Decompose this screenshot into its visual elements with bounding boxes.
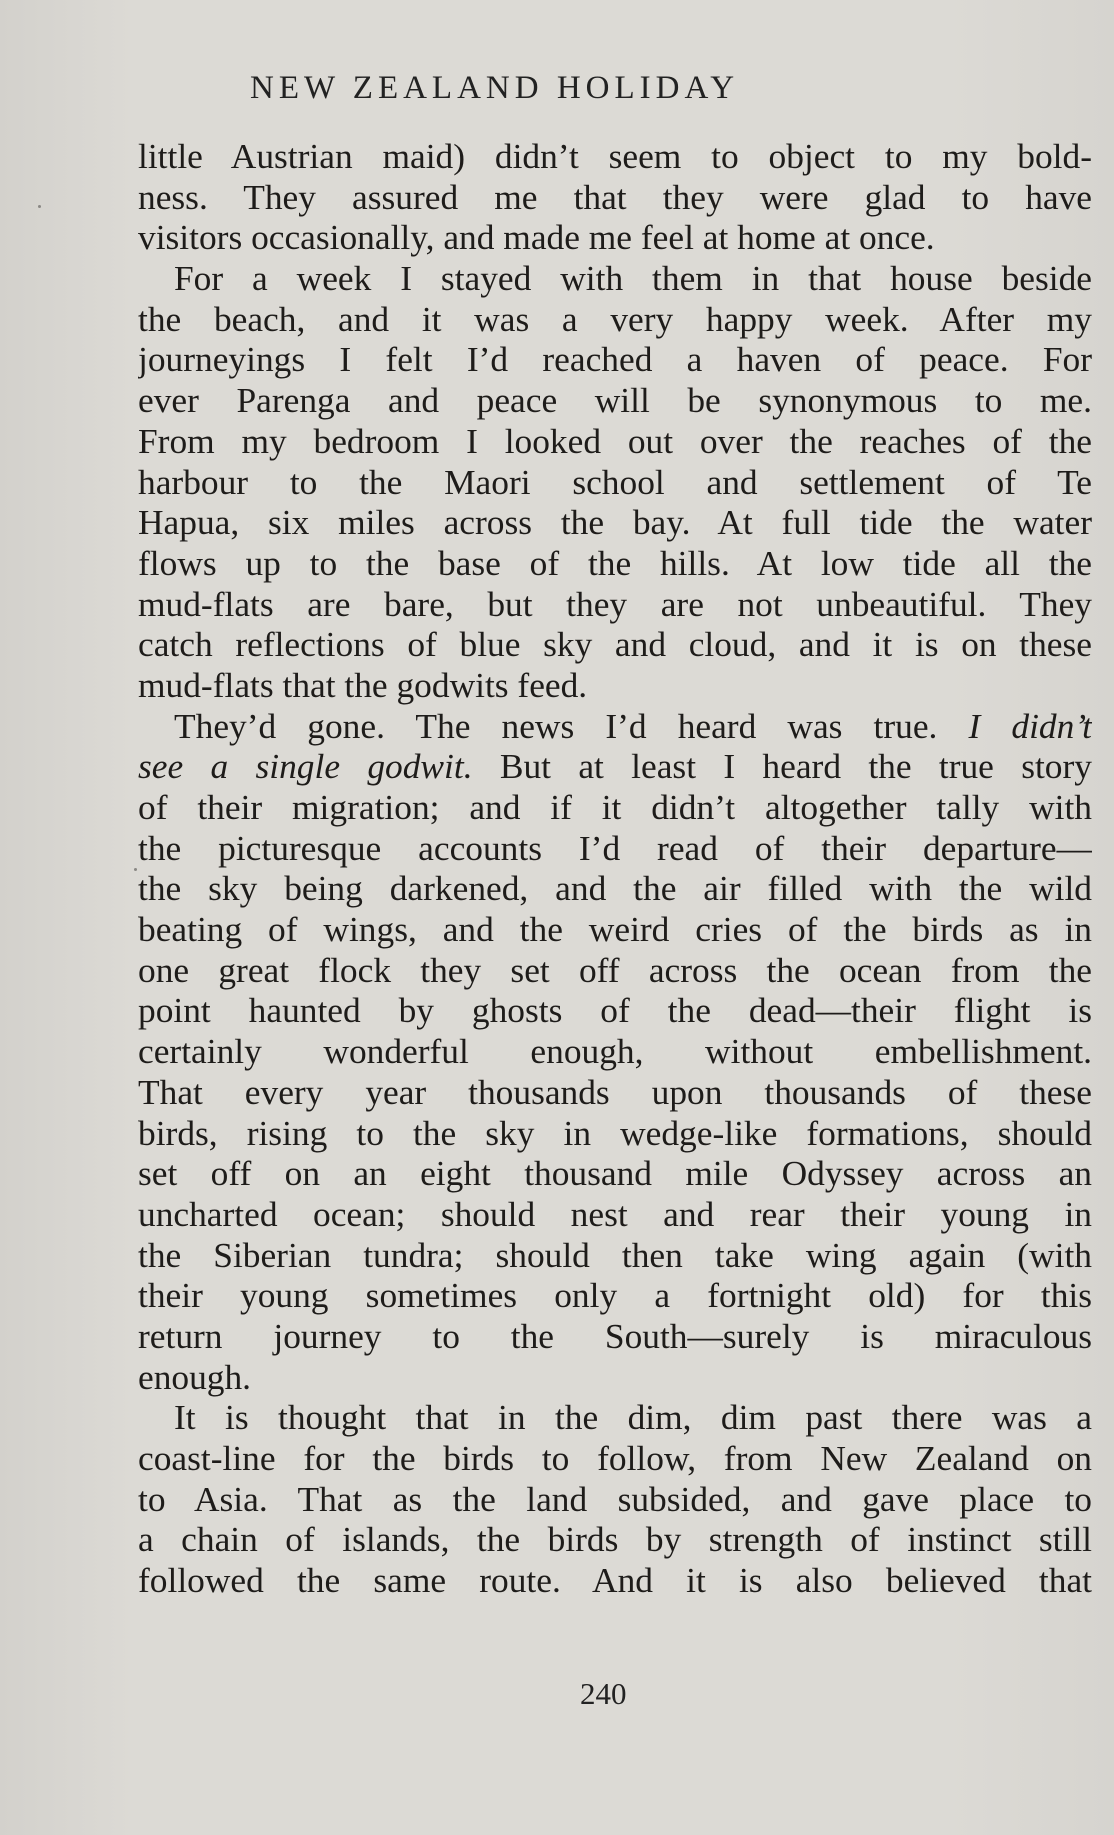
text-line: catch reflections of blue sky and cloud, and it is on these xyxy=(138,624,1092,665)
text-line: ness. They assured me that they were glad to have xyxy=(138,176,1092,217)
italic-run: see a single godwit. xyxy=(138,746,473,787)
text-line: the Siberian tundra; should then take wing again (with xyxy=(138,1234,1092,1275)
text-line: That every year thousands upon thousands of these xyxy=(138,1071,1092,1112)
running-head: NEW ZEALAND HOLIDAY xyxy=(250,70,740,106)
text-line: Hapua, six miles across the bay. At full tide the water xyxy=(138,502,1092,543)
paper-speck xyxy=(38,205,41,208)
text-line: beating of wings, and the weird cries of the birds as in xyxy=(138,909,1092,950)
text-line: their young sometimes only a fortnight old) for this xyxy=(138,1275,1092,1316)
text-line: certainly wonderful enough, without embellishment. xyxy=(138,1031,1092,1072)
text-line xyxy=(138,746,1092,787)
text-line: coast-line for the birds to follow, from New Zealand on xyxy=(138,1438,1092,1478)
text-line: ever Parenga and peace will be synonymous to me. xyxy=(138,380,1092,421)
text-line: For a week I stayed with them in that house beside xyxy=(174,258,1092,299)
text-line: the sky being darkened, and the air filled with the wild xyxy=(138,868,1092,909)
text-line: set off on an eight thousand mile Odyssey across an xyxy=(138,1153,1092,1194)
text-line: visitors occasionally, and made me feel at home at once. xyxy=(138,217,935,258)
text-line: point haunted by ghosts of the dead—their flight is xyxy=(138,990,1092,1031)
text-line: return journey to the South—surely is miraculous xyxy=(138,1315,1092,1356)
text-line: flows up to the base of the hills. At low tide all the xyxy=(138,542,1092,583)
text-line: the beach, and it was a very happy week. After my xyxy=(138,298,1092,339)
text-line: to Asia. That as the land subsided, and gave place to xyxy=(138,1478,1092,1519)
text-line: enough. xyxy=(138,1356,252,1397)
text-line: one great flock they set off across the ocean from the xyxy=(138,949,1092,990)
text-line xyxy=(138,706,1092,747)
body-text xyxy=(138,136,1092,1601)
text-line: a chain of islands, the birds by strength of instinct still xyxy=(138,1519,1092,1560)
text-line: harbour to the Maori school and settlement of Te xyxy=(138,461,1092,502)
text-run: They’d gone. The news I’d heard was true. xyxy=(174,705,938,746)
text-line: mud-flats that the godwits feed. xyxy=(138,664,588,705)
paper-speck xyxy=(134,868,137,871)
text-line: followed the same route. And it is also believed that xyxy=(138,1560,1092,1601)
text-line: It is thought that in the dim, dim past there was a xyxy=(174,1397,1092,1438)
text-line: mud-flats are bare, but they are not unbeautiful. They xyxy=(138,583,1092,624)
italic-run: I didn’t xyxy=(968,705,1092,746)
text-line: birds, rising to the sky in wedge-like formations, should xyxy=(138,1112,1092,1153)
text-line: uncharted ocean; should nest and rear their young in xyxy=(138,1193,1092,1234)
text-line: journeyings I felt I’d reached a haven of peace. For xyxy=(138,339,1092,380)
text-line: little Austrian maid) didn’t seem to object to my bold- xyxy=(138,136,1092,176)
page-number: 240 xyxy=(580,1676,627,1711)
text-line: the picturesque accounts I’d read of their departure— xyxy=(138,827,1092,868)
text-line: From my bedroom I looked out over the reaches of the xyxy=(138,420,1092,461)
text-run: But at least I heard the true story xyxy=(499,746,1092,787)
text-line: of their migration; and if it didn’t altogether tally with xyxy=(138,787,1092,827)
